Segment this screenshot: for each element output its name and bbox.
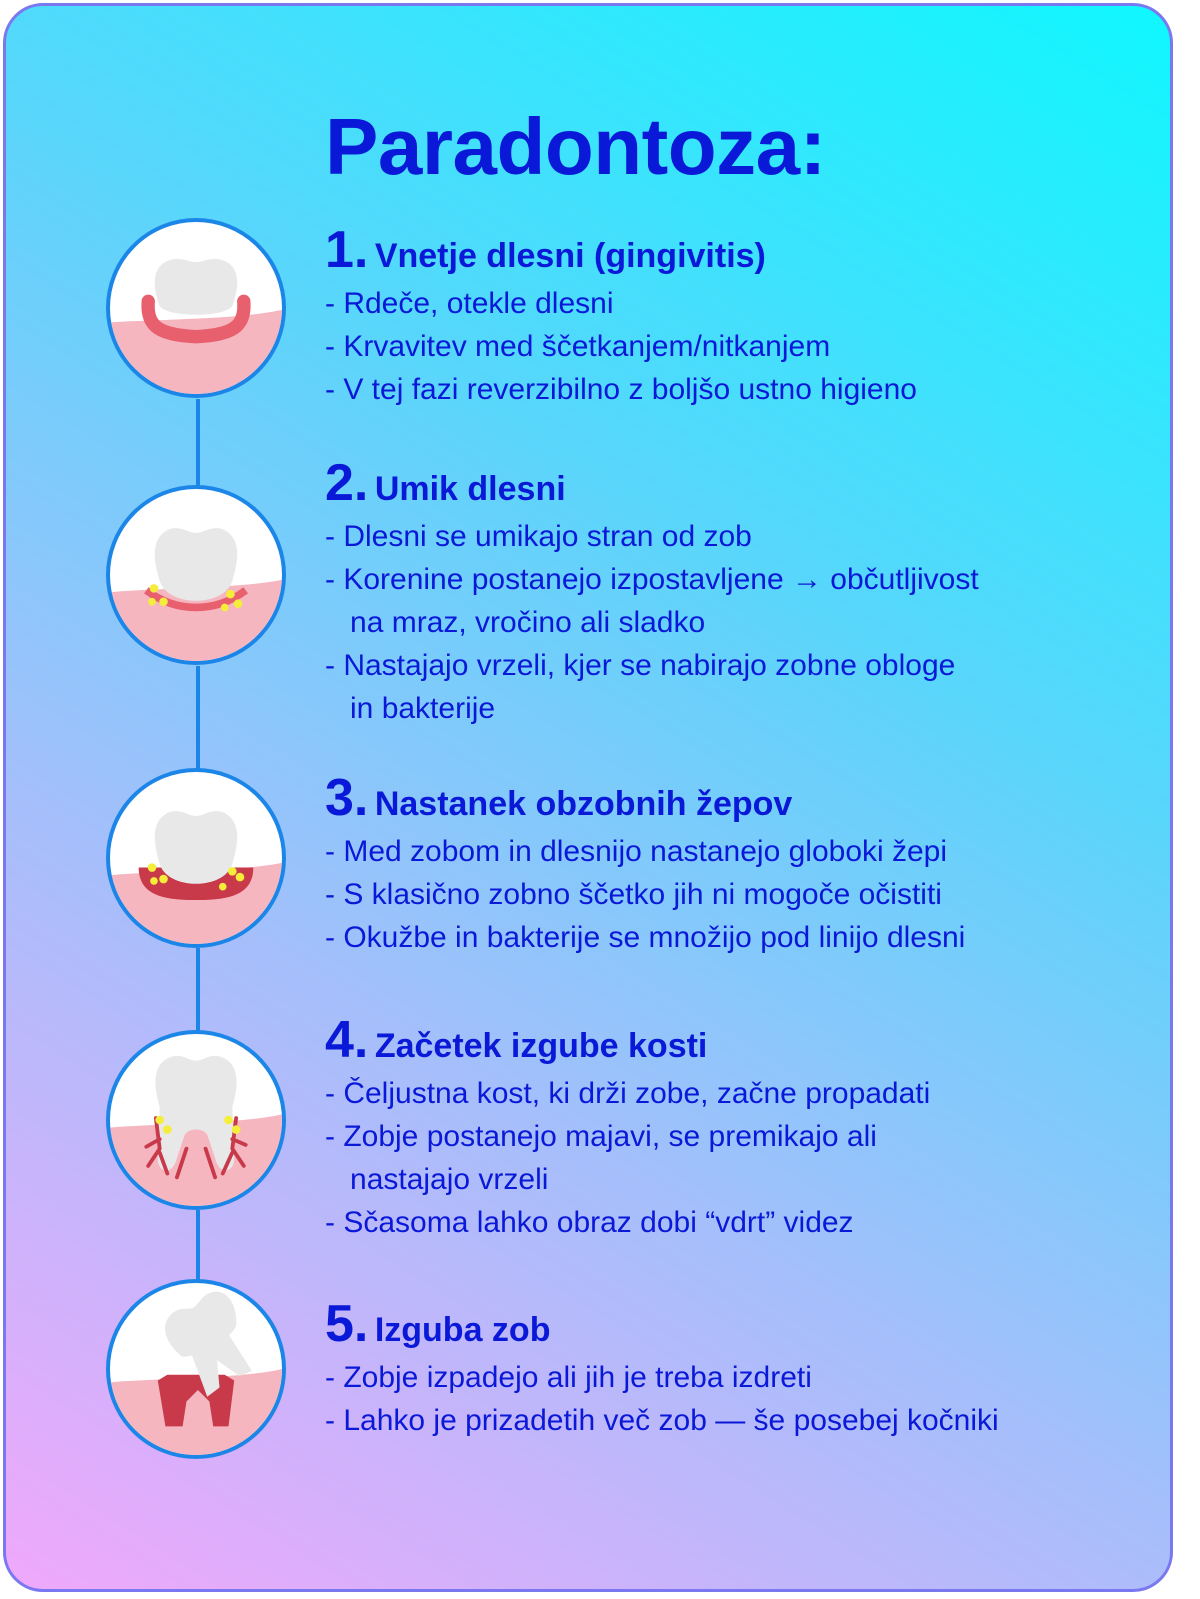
stage-heading bbox=[325, 222, 917, 282]
stage-heading bbox=[325, 1296, 999, 1356]
stage-title: Izguba zob bbox=[374, 1311, 551, 1349]
stage-number: 1. bbox=[325, 221, 369, 279]
tooth-loss-icon bbox=[106, 1279, 286, 1459]
description-line: nastajajo vrzeli bbox=[325, 1163, 549, 1196]
stage-title: Nastanek obzobnih žepov bbox=[374, 785, 793, 823]
inflamed-gum-tooth-icon bbox=[106, 218, 286, 398]
stage-description bbox=[325, 282, 917, 411]
stage-number: 4. bbox=[325, 1011, 369, 1069]
stage-number: 2. bbox=[325, 454, 369, 512]
description-line: - Zobje postanejo majavi, se premikajo ali bbox=[325, 1120, 877, 1153]
stage-title: Umik dlesni bbox=[374, 470, 566, 508]
stage-title: Začetek izgube kosti bbox=[374, 1027, 708, 1065]
stage-description bbox=[325, 515, 979, 730]
bone-loss-tooth-icon bbox=[106, 1030, 286, 1210]
description-line: - Čeljustna kost, ki drži zobe, začne propadati bbox=[325, 1077, 931, 1110]
stage-3 bbox=[325, 770, 965, 959]
description-line: - S klasično zobno ščetko jih ni mogoče očistiti bbox=[325, 878, 942, 911]
description-line: - Krvavitev med ščetkanjem/nitkanjem bbox=[325, 330, 831, 363]
timeline-connector bbox=[196, 666, 200, 769]
stage-number: 3. bbox=[325, 769, 369, 827]
stage-heading bbox=[325, 1012, 930, 1072]
description-line: in bakterije bbox=[325, 692, 496, 725]
description-line: - Med zobom in dlesnijo nastanejo globoki žepi bbox=[325, 835, 948, 868]
receding-gum-tooth-icon bbox=[106, 485, 286, 665]
stage-description bbox=[325, 1356, 999, 1442]
stage-description bbox=[325, 830, 965, 959]
description-line: - Korenine postanejo izpostavljene → občutljivost bbox=[325, 563, 979, 596]
stage-1 bbox=[325, 222, 917, 411]
description-line: na mraz, vročino ali sladko bbox=[325, 606, 706, 639]
description-line: - V tej fazi reverzibilno z boljšo ustno higieno bbox=[325, 373, 917, 406]
description-line: - Rdeče, otekle dlesni bbox=[325, 287, 614, 320]
stage-number: 5. bbox=[325, 1295, 369, 1353]
timeline-connector bbox=[196, 1210, 200, 1280]
stage-2 bbox=[325, 455, 979, 730]
timeline-connector bbox=[196, 948, 200, 1031]
description-line: - Okužbe in bakterije se množijo pod linijo dlesni bbox=[325, 921, 966, 954]
stage-4 bbox=[325, 1012, 930, 1244]
page-title: Paradontoza: bbox=[325, 102, 826, 191]
description-line: - Nastajajo vrzeli, kjer se nabirajo zobne obloge bbox=[325, 649, 956, 682]
stage-title: Vnetje dlesni (gingivitis) bbox=[374, 237, 766, 275]
timeline-connector bbox=[196, 399, 200, 487]
infographic-card bbox=[3, 3, 1173, 1592]
description-line: - Lahko je prizadetih več zob — še posebej kočniki bbox=[325, 1404, 999, 1437]
description-line: - Dlesni se umikajo stran od zob bbox=[325, 520, 752, 553]
gum-pocket-tooth-icon bbox=[106, 768, 286, 948]
stage-description bbox=[325, 1072, 930, 1244]
stage-heading bbox=[325, 455, 979, 515]
description-line: - Sčasoma lahko obraz dobi “vdrt” videz bbox=[325, 1206, 854, 1239]
stage-heading bbox=[325, 770, 965, 830]
stage-5 bbox=[325, 1296, 999, 1442]
description-line: - Zobje izpadejo ali jih je treba izdreti bbox=[325, 1361, 812, 1394]
